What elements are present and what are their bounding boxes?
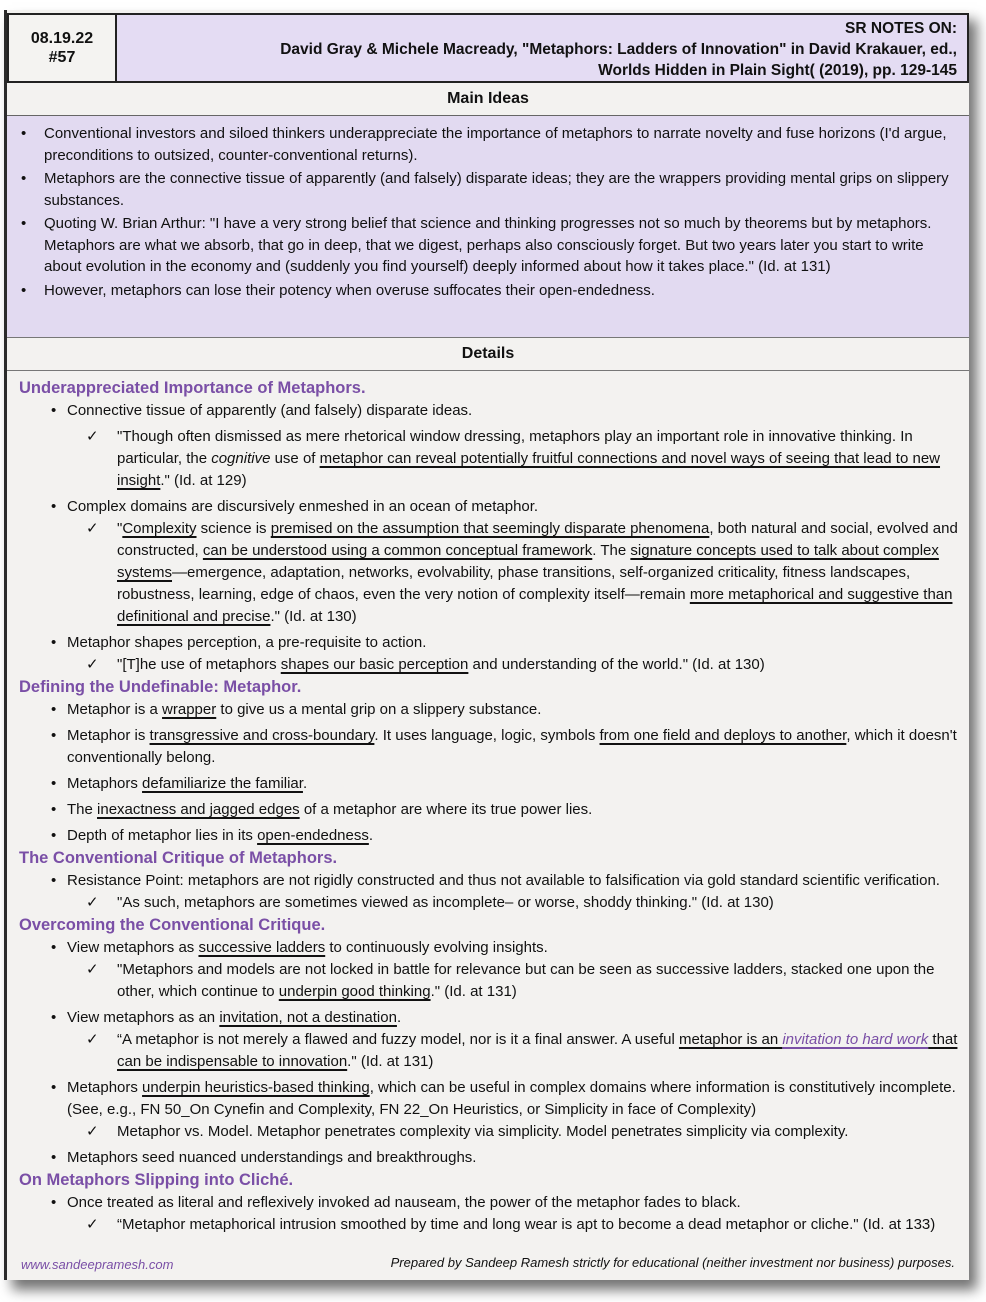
details-section [19, 377, 959, 1236]
quote-item: ✓ Metaphor vs. Model. Metaphor penetrates complexity via simplicity. Model penetrates simplicity via complexity. [19, 1121, 959, 1143]
section-title: The Conventional Critique of Metaphors. [19, 849, 338, 867]
website-link[interactable]: www.sandeepramesh.com [21, 1257, 174, 1272]
bullet-item: • Metaphors defamiliarize the familiar. [19, 773, 959, 795]
checkmark-icon: ✓ [86, 1216, 99, 1233]
main-idea-item: • Conventional investors and siloed thinkers underappreciate the importance of metaphors to narrate novelty and fuse horizons (I'd argue, preconditions to outsized, counter-conventional returns). [19, 123, 955, 166]
notes-header [7, 13, 969, 83]
bullet-item: • Metaphor shapes perception, a pre-requisite to action. [19, 632, 959, 654]
main-idea-item: • Metaphors are the connective tissue of apparently (and falsely) disparate ideas; they are the wrappers providing mental grips on slippery substances. [19, 168, 955, 211]
bullet-item: • View metaphors as successive ladders to continuously evolving insights. [19, 937, 959, 959]
quote-item: ✓ "[T]he use of metaphors shapes our basic perception and understanding of the world." (Id. at 130) [19, 654, 959, 676]
section-title: Underappreciated Importance of Metaphors. [19, 379, 366, 397]
checkmark-icon: ✓ [86, 1031, 99, 1048]
checkmark-icon: ✓ [86, 656, 99, 673]
note-number: #57 [48, 49, 76, 66]
bullet-item: • Complex domains are discursively enmeshed in an ocean of metaphor. [19, 496, 959, 518]
bullet-item: • Resistance Point: metaphors are not rigidly constructed and thus not available to falsification via gold standard scientific verification. [19, 870, 959, 892]
bullet-item: • The inexactness and jagged edges of a metaphor are where its true power lies. [19, 799, 959, 821]
citation-box [117, 15, 967, 81]
checkmark-icon: ✓ [86, 961, 99, 978]
section-title: Defining the Undefinable: Metaphor. [19, 678, 302, 696]
checkmark-icon: ✓ [86, 520, 99, 537]
quote-item: ✓ "Complexity science is premised on the assumption that seemingly disparate phenomena, both natural and social, evolved and constructed, can be understood using a common conceptual framework. The signature concepts used to talk about complex systems—emergence, adaptation, networks, evolvability, phase transitions, self-organized criticality, fitness landscapes, robustness, learning, edge of chaos, even the very notion of complexity itself—remain more metaphorical and suggestive than definitional and precise." (Id. at 130) [86, 520, 958, 625]
main-idea-item: • However, metaphors can lose their potency when overuse suffocates their open-endedness. [19, 280, 955, 302]
quote-item: ✓ "Though often dismissed as mere rhetorical window dressing, metaphors play an important role in innovative thinking. In particular, the cognitive use of metaphor can reveal potentially fruitful connections and novel ways of seeing that lead to new insight." (Id. at 129) [86, 428, 941, 489]
checkmark-icon: ✓ [86, 1123, 99, 1140]
section-title: Overcoming the Conventional Critique. [19, 916, 326, 934]
bullet-item: • Metaphors underpin heuristics-based thinking, which can be useful in complex domains where information is constitutively incomplete. (See, e.g., FN 50_On Cynefin and Complexity, FN 22_On Heuristics, or Simplicity in face of Complexity) [19, 1077, 959, 1121]
main-ideas-title: Main Ideas [7, 84, 969, 116]
bullet-item: • Once treated as literal and reflexively invoked ad nauseam, the power of the metaphor fades to black. [19, 1192, 959, 1214]
disclaimer: Prepared by Sandeep Ramesh strictly for educational (neither investment nor business) purposes. [390, 1255, 955, 1270]
section-title: On Metaphors Slipping into Cliché. [19, 1171, 294, 1189]
bullet-item: • Depth of metaphor lies in its open-endedness. [19, 825, 959, 847]
bullet-item: • Metaphors seed nuanced understandings and breakthroughs. [19, 1147, 959, 1169]
bullet-item: • Metaphor is a wrapper to give us a mental grip on a slippery substance. [19, 699, 959, 721]
bullet-item: • View metaphors as an invitation, not a destination. [19, 1007, 959, 1029]
invitation-link: invitation to hard work [782, 1031, 929, 1048]
main-idea-item: • Quoting W. Brian Arthur: "I have a very strong belief that science and thinking progresses not so much by theorems but by metaphors. Metaphors are what we absorb, that go in deep, that we digest, perhaps also consciously forget. But two years later you start to write about evolution in the economy and (suddenly you find yourself) deeply informed about how it takes place." (Id. at 131) [19, 213, 955, 278]
note-date: 08.19.22 [30, 30, 94, 47]
quote-item: ✓ "Metaphors and models are not locked in battle for relevance but can be seen as successive ladders, stacked one upon the other, which continue to underpin good thinking." (Id. at 131) [86, 961, 935, 1000]
bullet-item: • Connective tissue of apparently (and falsely) disparate ideas. [19, 400, 959, 422]
citation-line-1: David Gray & Michele Macready, "Metaphors: Ladders of Innovation" in David Krakauer, ed., [280, 41, 957, 58]
main-ideas-section [7, 116, 969, 338]
quote-item: ✓ "As such, metaphors are sometimes viewed as incomplete– or worse, shoddy thinking." (Id. at 130) [19, 892, 959, 914]
bullet-item: • Metaphor is transgressive and cross-boundary. It uses language, logic, symbols from one field and deploys to another, which it doesn't conventionally belong. [19, 725, 959, 769]
checkmark-icon: ✓ [86, 894, 99, 911]
details-title: Details [7, 339, 969, 371]
notes-page [4, 10, 969, 1280]
quote-item: ✓ “A metaphor is not merely a flawed and fuzzy model, nor is it a final answer. A useful metaphor is an invitation to hard work that can be indispensable to innovation." (Id. at 131) [86, 1031, 958, 1070]
notes-label: SR NOTES ON: [845, 20, 957, 37]
date-number-box [9, 15, 117, 81]
citation-line-2: Worlds Hidden in Plain Sight( (2019), pp. 129-145 [598, 62, 957, 79]
checkmark-icon: ✓ [86, 428, 99, 445]
quote-item: ✓ “Metaphor metaphorical intrusion smoothed by time and long wear is apt to become a dead metaphor or cliche." (Id. at 133) [19, 1214, 959, 1236]
